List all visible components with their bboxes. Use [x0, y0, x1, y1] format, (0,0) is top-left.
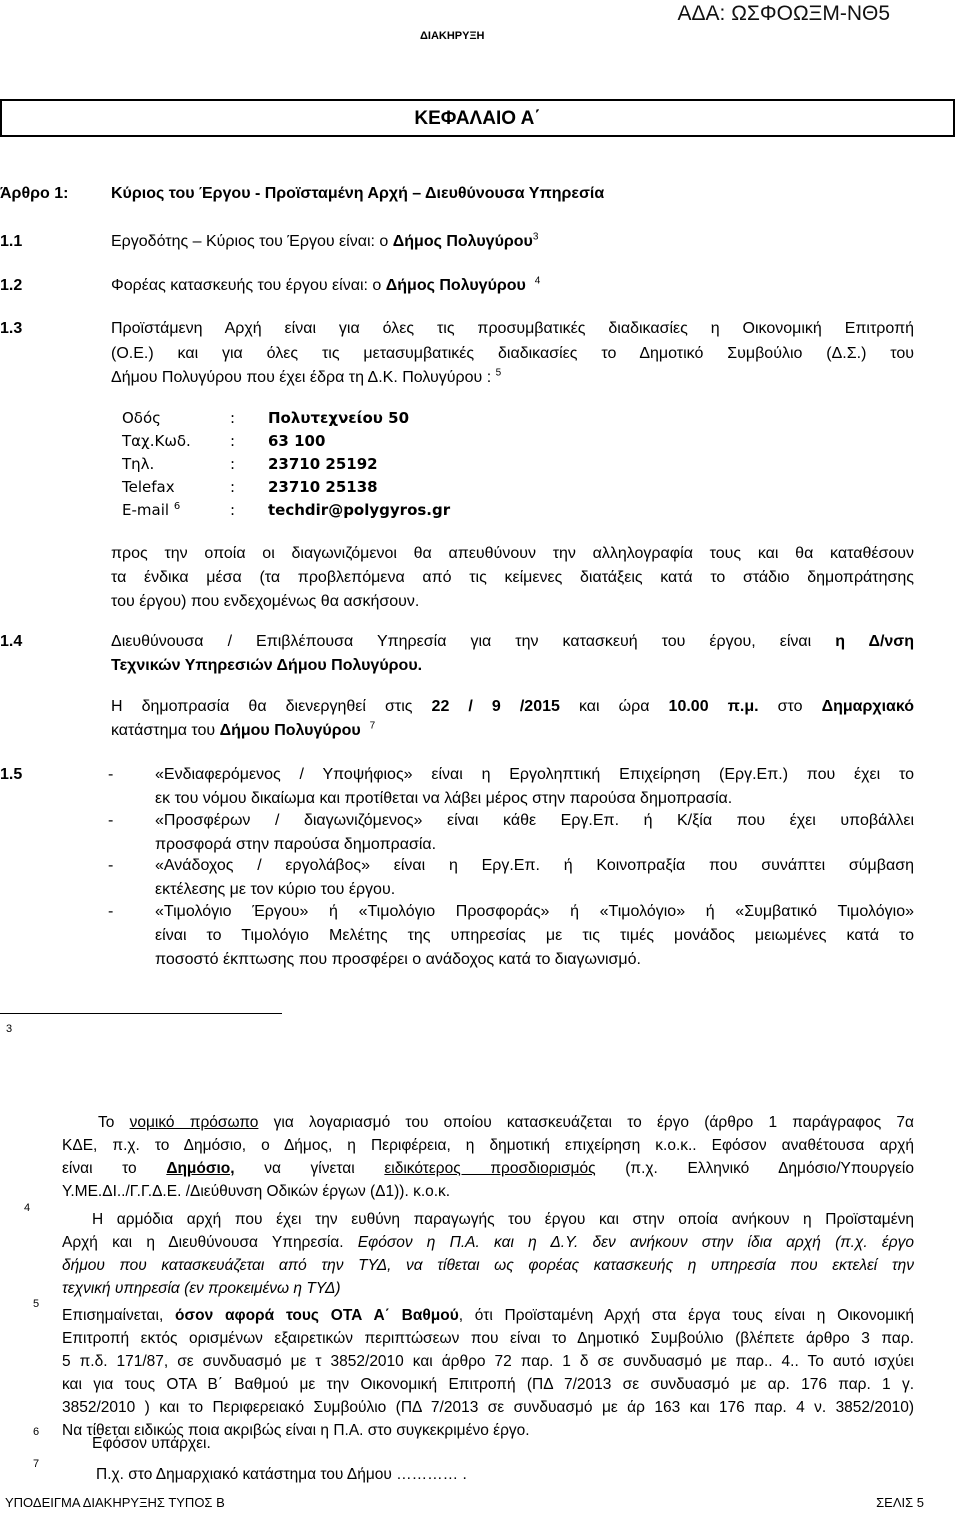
definition-dash: - — [108, 766, 114, 783]
footnote-ref-3: 3 — [532, 231, 539, 243]
definition-2-line1: «Προσφέρων / διαγωνιζόμενος» είναι κάθε Εργ.Επ. ή Κ/ξία που έχει υποβάλλει — [155, 812, 914, 829]
footnote-number-3: 3 — [6, 1023, 13, 1035]
article-number: Άρθρο 1: — [0, 185, 69, 202]
definition-4-line2: είναι το Τιμολόγιο Μελέτης της υπηρεσίας με τις τιμές μονάδος μειωμένες κατά το — [155, 927, 914, 944]
address-sep: : — [230, 432, 236, 450]
footnote-ref-6: 6 — [173, 501, 181, 512]
footnote-5-line3: 5 π.δ. 171/87, σε συνδυασμό με τ 3852/2010 και άρθρο 72 παρ. 1 δ σε συνδυασμό με παρ.. 4.. Το αυτό ισχύει — [62, 1353, 914, 1370]
footnote-separator — [0, 1013, 282, 1014]
address-sep: : — [230, 478, 236, 496]
section-1-3-number: 1.3 — [0, 320, 23, 337]
footer-page-number: ΣΕΛΙΣ 5 — [876, 1495, 924, 1510]
correspondence-line1: προς την οποία οι διαγωνιζόμενοι θα απευθύνουν την αλληλογραφία τους και θα καταθέσουν — [111, 545, 914, 562]
section-1-4-line2: Τεχνικών Υπηρεσιών Δήμου Πολυγύρου. — [111, 657, 423, 674]
section-1-1-number: 1.1 — [0, 233, 23, 250]
address-sep: : — [230, 501, 236, 519]
address-fax-label: Telefax — [122, 478, 175, 496]
address-zip-label: Ταχ.Κωδ. — [122, 432, 191, 450]
footnote-5-line1: Επισημαίνεται, όσον αφορά τους ΟΤΑ Α΄ Βαθμού, ότι Προϊσταμένη Αρχή στα έργα τους είναι η Οικονομική — [62, 1307, 914, 1324]
definition-2-line2: προσφορά στην παρούσα δημοπρασία. — [155, 836, 437, 853]
auction-line1: Η δημοπρασία θα διενεργηθεί στις 22 / 9 /2015 και ώρα 10.00 π.μ. στο Δημαρχιακό — [111, 698, 915, 715]
footnote-4-line2: Αρχή και η Διευθύνουσα Υπηρεσία. Εφόσον η Π.Α. και η Δ.Υ. δεν ανήκουν στην ίδια αρχή (π.χ. έργο — [62, 1234, 914, 1251]
address-email-label: E-mail $^6$ — [122, 501, 181, 519]
definition-3-line1: «Ανάδοχος / εργολάβος» είναι η Εργ.Επ. ή Κοινοπραξία που συνάπτει σύμβαση — [155, 857, 914, 874]
definition-3-line2: εκτέλεσης με τον κύριο του έργου. — [155, 881, 396, 898]
footnote-number-4: 4 — [24, 1202, 31, 1214]
footnote-number-5: 5 — [33, 1298, 40, 1310]
chapter-title: ΚΕΦΑΛΑΙΟ Α΄ — [414, 108, 541, 129]
footnote-5-line2: Επιτροπή εκτός ορισμένων εξαιρετικών περιπτώσεων που είναι το Δημοτικό Συμβούλιο (βλέπετε άρθρο 3 παρ. — [62, 1330, 914, 1347]
ada-code: ΑΔΑ: ΩΣΦΟΩΞΜ-ΝΘ5 — [677, 2, 890, 25]
correspondence-line2: τα ένδικα μέσα (τα προβλεπόμενα από τις κείμενες διατάξεις κατά το στάδιο δημοπράτησης — [111, 569, 914, 586]
footer-template-title: ΥΠΟΔΕΙΓΜΑ ΔΙΑΚΗΡΥΞΗΣ ΤΥΠΟΣ Β — [5, 1495, 225, 1510]
address-sep: : — [230, 409, 236, 427]
header-label: ΔΙΑΚΗΡΥΞΗ — [420, 30, 485, 42]
address-street-label: Οδός — [122, 409, 161, 427]
footnote-7-text: Π.χ. στο Δημαρχιακό κατάστημα του Δήμου ………… . — [96, 1466, 467, 1483]
footnote-number-6: 6 — [33, 1426, 40, 1438]
section-1-3-line1: Προϊστάμενη Αρχή είναι για όλες τις προσυμβατικές διαδικασίες η Οικονομική Επιτροπή — [111, 320, 914, 337]
footnote-5-line5: 3852/2010 ) και το Περιφερειακό Συμβούλιο (ΠΔ 7/2013 σε συνδυασμό με άρ 163 και 176 παρ. 4 ν. 3852/2010) — [62, 1399, 914, 1416]
definition-1-line1: «Ενδιαφερόμενος / Υποψήφιος» είναι η Εργοληπτική Επιχείρηση (Εργ.Επ.) που έχει το — [155, 766, 914, 783]
address-phone: 23710 25192 — [268, 455, 378, 473]
definition-1-line2: εκ του νόμου δικαίωμα και προτίθεται να λάβει μέρος στην παρούσα δημοπρασία. — [155, 790, 733, 807]
address-phone-label: Τηλ. — [122, 455, 155, 473]
footnote-4-line4: τεχνική υπηρεσία (εν προκειμένω η ΤΥΔ) — [62, 1280, 341, 1297]
definition-dash: - — [108, 903, 114, 920]
footnote-4-line3: δήμου που κατασκευάζεται από την ΤΥΔ, να τίθεται ως φορέας κατασκευής η υπηρεσία που εκτελεί την — [62, 1257, 914, 1274]
footnote-3-line3: είναι το Δημόσιο, να γίνεται ειδικότερος προσδιορισμός (π.χ. Ελληνικό Δημόσιο/Υπουργείο — [62, 1160, 914, 1177]
footnote-3-line2: ΚΔΕ, π.χ. το Δημόσιο, ο Δήμος, η Περιφέρεια, η δημοτική επιχείρηση κ.ο.κ.. Εφόσον αναθέτουσα αρχή — [62, 1137, 914, 1154]
address-email[interactable]: techdir@polygyros.gr — [268, 501, 451, 519]
address-sep: : — [230, 455, 236, 473]
definition-4-line1: «Τιμολόγιο Έργου» ή «Τιμολόγιο Προσφοράς» ή «Τιμολόγιο» ή «Συμβατικό Τιμολόγιο» — [155, 903, 914, 920]
section-1-2-text: Φορέας κατασκευής του έργου είναι: ο Δήμος Πολυγύρου $^4$ — [111, 275, 541, 294]
auction-line2: κατάστημα του Δήμου Πολυγύρου $^7$ — [111, 720, 376, 739]
footnote-ref-5: 5 — [495, 367, 502, 379]
section-1-4-number: 1.4 — [0, 633, 23, 650]
footnote-ref-7: 7 — [369, 720, 376, 732]
address-street: Πολυτεχνείου 50 — [268, 409, 410, 427]
definition-4-line3: ποσοστό έκπτωσης που προσφέρει ο ανάδοχος κατά το διαγωνισμό. — [155, 951, 641, 968]
correspondence-line3: του έργου) που ενδεχομένως θα ασκήσουν. — [111, 593, 420, 610]
footnote-3-line1: Το νομικό πρόσωπο για λογαριασμό του οποίου κατασκευάζεται το έργο (άρθρο 1 παράγραφος 7α — [98, 1114, 914, 1131]
section-1-3-line2: (Ο.Ε.) και για όλες τις μετασυμβατικές διαδικασίες το Δημοτικό Συμβούλιο (Δ.Σ.) του — [111, 345, 914, 362]
section-1-2-number: 1.2 — [0, 277, 23, 294]
section-1-1-text: Εργοδότης – Κύριος του Έργου είναι: ο Δήμος Πολυγύρου$^3$ — [111, 231, 539, 250]
section-1-4-line1: Διευθύνουσα / Επιβλέπουσα Υπηρεσία για την κατασκευή του έργου, είναι η Δ/νση — [111, 633, 915, 650]
section-1-3-line3: Δήμου Πολυγύρου που έχει έδρα τη Δ.Κ. Πολυγύρου : $^5$ — [111, 367, 502, 386]
footnote-3-line4: Υ.ΜΕ.ΔΙ../Γ.Γ.Δ.Ε. /Διεύθυνση Οδικών έργων (Δ1)). κ.ο.κ. — [62, 1183, 451, 1200]
footnote-5-line4: και για τους ΟΤΑ Β΄ Βαθμού με την Οικονομική Επιτροπή (ΠΔ 7/2013 σε συνδυασμό με αρ. 176 παρ. 1 γ. — [62, 1376, 914, 1393]
section-1-5-number: 1.5 — [0, 766, 23, 783]
address-zip: 63 100 — [268, 432, 326, 450]
address-fax: 23710 25138 — [268, 478, 378, 496]
footnote-4-line1: Η αρμόδια αρχή που έχει την ευθύνη παραγωγής του έργου και στην οποία ανήκουν η Προϊσταμένη — [92, 1211, 914, 1228]
footnote-6-text: Εφόσον υπάρχει. — [92, 1435, 211, 1452]
definition-dash: - — [108, 857, 114, 874]
chapter-box — [0, 99, 955, 137]
article-title: Κύριος του Έργου - Προϊσταμένη Αρχή – Διευθύνουσα Υπηρεσία — [111, 185, 605, 202]
footnote-number-7: 7 — [33, 1458, 40, 1470]
definition-dash: - — [108, 812, 114, 829]
footnote-5-line6: Να τίθεται ειδικώς ποια ακριβώς είναι η Π.Α. στο συγκεκριμένο έργο. — [62, 1422, 530, 1439]
footnote-ref-4: 4 — [534, 275, 541, 287]
